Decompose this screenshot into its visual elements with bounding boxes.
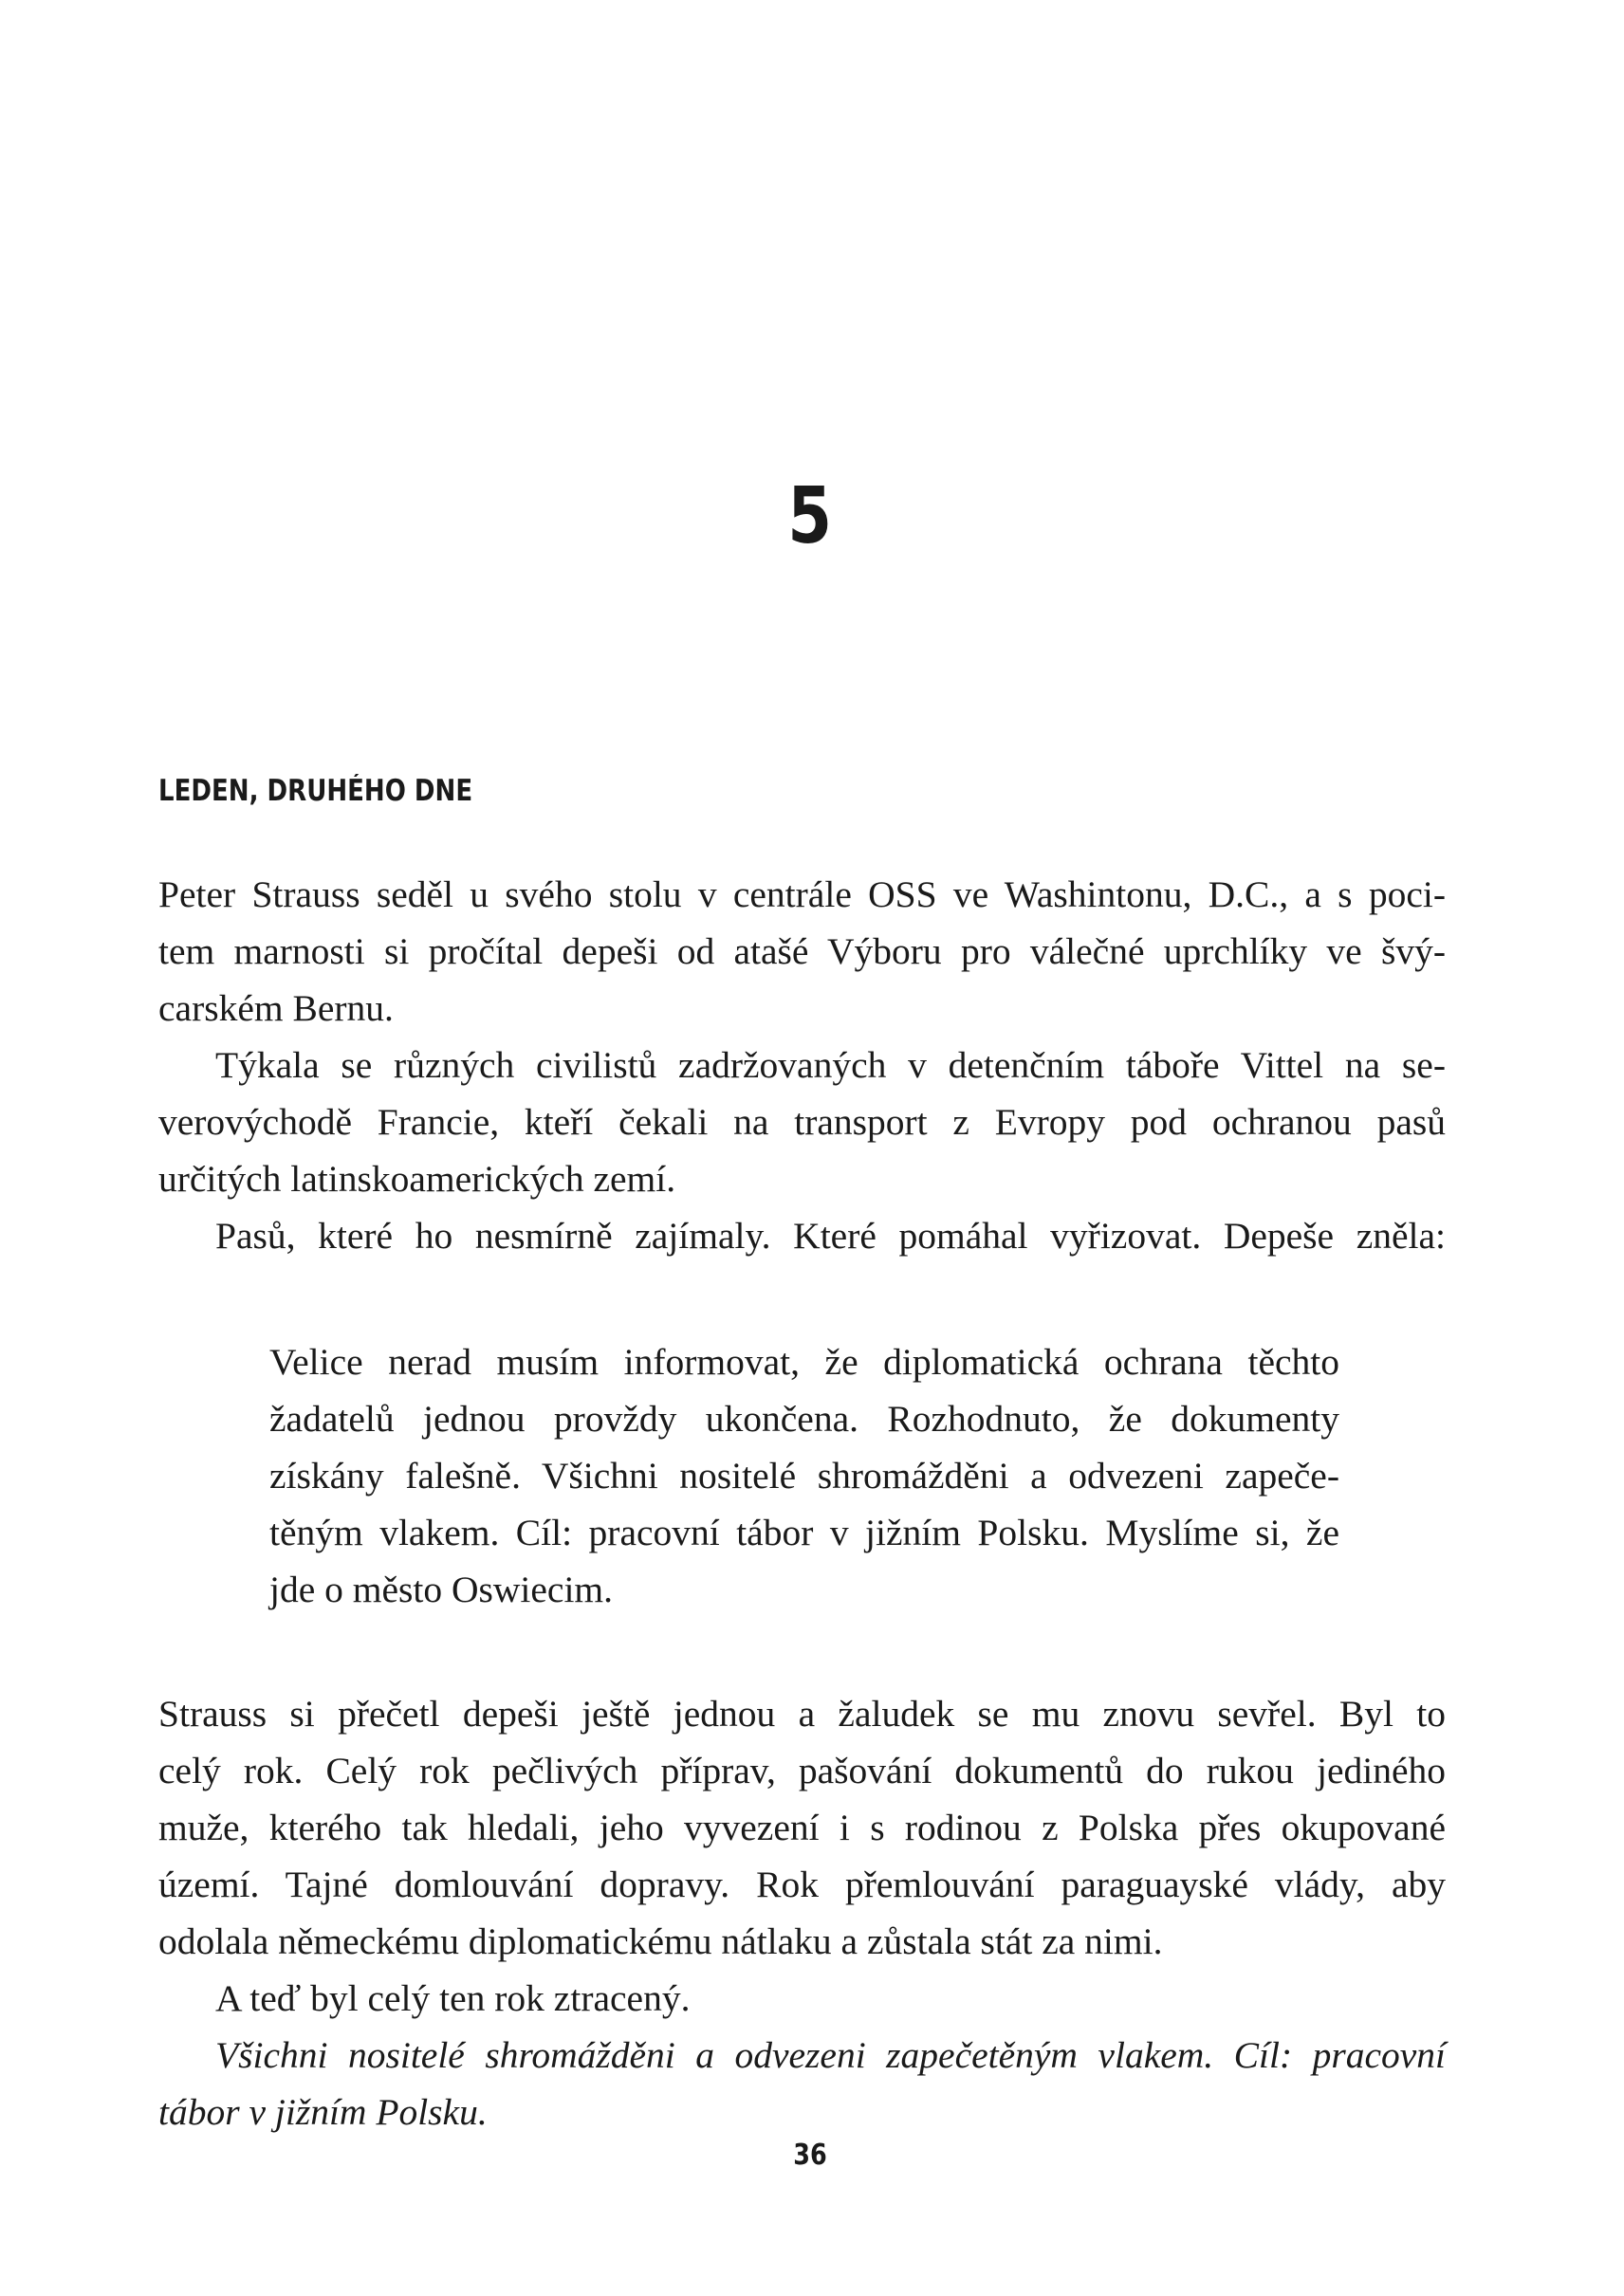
body-line: A teď byl celý ten rok ztracený. [215, 1977, 691, 2019]
body-line: určitých latinskoamerických zemí. [158, 1158, 676, 1200]
quote-line: jde o město Oswiecim. [269, 1569, 614, 1610]
quote-line: žadatelů jednou provždy ukončena. Rozhodnuto, že dokumenty [269, 1398, 1339, 1440]
body-line: Pasů, které ho nesmírně zajímaly. Které pomáhal vyřizovat. Depeše zněla: [215, 1215, 1446, 1257]
italic-line: tábor v jižním Polsku. [158, 2091, 488, 2133]
quote-line: Velice nerad musím informovat, že diplomatická ochrana těchto [269, 1341, 1339, 1383]
body-line: Týkala se různých civilistů zadržovaných v detenčním táboře Vittel na se- [215, 1044, 1446, 1086]
page-number: 36 [793, 2139, 827, 2172]
italic-line: Všichni nositelé shromážděni a odvezeni zapečetěným vlakem. Cíl: pracovní [215, 2034, 1446, 2076]
chapter-heading: LEDEN, DRUHÉHO DNE [158, 774, 473, 808]
body-line: tem marnosti si pročítal depeši od atašé Výboru pro válečné uprchlíky ve švý- [158, 930, 1446, 972]
quote-line: těným vlakem. Cíl: pracovní tábor v jižním Polsku. Myslíme si, že [269, 1512, 1339, 1553]
body-line: carském Bernu. [158, 987, 394, 1029]
quote-line: získány falešně. Všichni nositelé shromážděni a odvezeni zapeče- [269, 1455, 1339, 1497]
body-line: Peter Strauss seděl u svého stolu v centrále OSS ve Washintonu, D.C., a s poci- [158, 873, 1446, 915]
chapter-number: 5 [787, 471, 833, 561]
body-line: území. Tajné domlouvání dopravy. Rok přemlouvání paraguayské vlády, aby [158, 1864, 1446, 1905]
body-line: verovýchodě Francie, kteří čekali na transport z Evropy pod ochranou pasů [158, 1101, 1446, 1143]
body-line: Strauss si přečetl depeši ještě jednou a žaludek se mu znovu sevřel. Byl to [158, 1693, 1446, 1735]
body-line: odolala německému diplomatickému nátlaku a zůstala stát za nimi. [158, 1920, 1163, 1962]
body-line: celý rok. Celý rok pečlivých příprav, pašování dokumentů do rukou jediného [158, 1750, 1446, 1791]
body-line: muže, kterého tak hledali, jeho vyvezení i s rodinou z Polska přes okupované [158, 1807, 1446, 1848]
